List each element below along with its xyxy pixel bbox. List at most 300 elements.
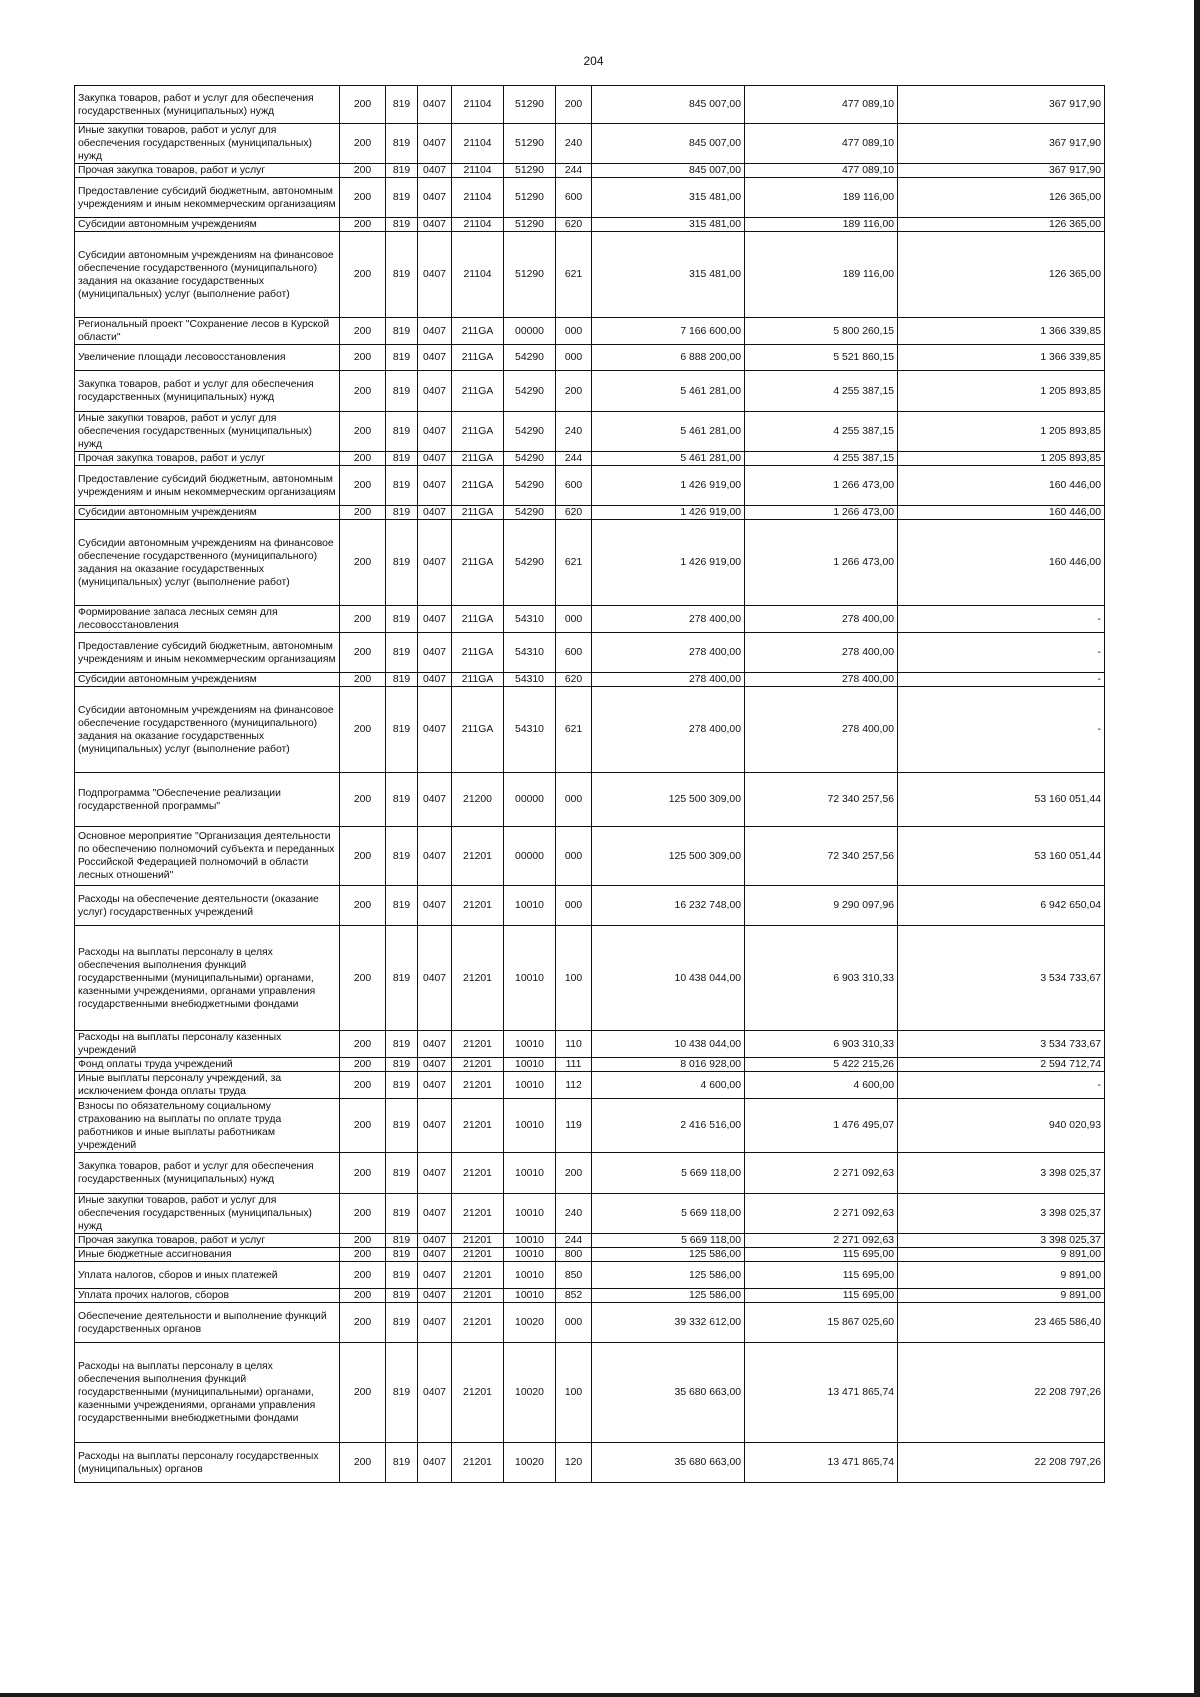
code-subsection: 0407 [418,1072,452,1099]
code-direction: 54310 [504,633,556,673]
amount-remaining: 367 917,90 [898,164,1105,178]
page-number: 204 [583,54,604,68]
code-direction: 54290 [504,412,556,452]
table-row [75,1343,1105,1443]
code-direction: 10010 [504,1031,556,1058]
table-row [75,412,1105,452]
code-program: 211GA [452,452,504,466]
scan-edge-bottom [0,1693,1200,1697]
amount-remaining: 367 917,90 [898,124,1105,164]
row-name: Подпрограмма "Обеспечение реализации государственной программы" [75,773,340,827]
code-direction: 54310 [504,673,556,687]
code-direction: 54290 [504,466,556,506]
code-section: 200 [340,1072,386,1099]
code-direction: 10020 [504,1343,556,1443]
amount-remaining: 160 446,00 [898,506,1105,520]
code-section: 200 [340,412,386,452]
amount-remaining: 53 160 051,44 [898,827,1105,886]
code-section: 200 [340,466,386,506]
amount-executed: 1 476 495,07 [745,1099,898,1153]
code-expense-type: 600 [556,466,592,506]
amount-executed: 477 089,10 [745,164,898,178]
table-row [75,773,1105,827]
code-section: 200 [340,124,386,164]
code-expense-type: 000 [556,1303,592,1343]
amount-plan: 125 586,00 [592,1289,745,1303]
amount-plan: 1 426 919,00 [592,520,745,606]
amount-plan: 278 400,00 [592,606,745,633]
code-subsection: 0407 [418,345,452,371]
code-program: 21201 [452,1289,504,1303]
amount-remaining: 1 366 339,85 [898,345,1105,371]
code-section: 200 [340,164,386,178]
code-section: 200 [340,687,386,773]
amount-executed: 278 400,00 [745,633,898,673]
code-section: 200 [340,345,386,371]
table-row [75,1194,1105,1234]
code-ministry: 819 [386,827,418,886]
amount-executed: 2 271 092,63 [745,1234,898,1248]
table-row [75,673,1105,687]
amount-plan: 278 400,00 [592,687,745,773]
row-name: Субсидии автономным учреждениям на финансовое обеспечение государственного (муниципального) задания на оказание государственных (муниципальных) услуг (выполнение работ) [75,687,340,773]
code-section: 200 [340,673,386,687]
code-expense-type: 621 [556,687,592,773]
code-subsection: 0407 [418,1194,452,1234]
code-ministry: 819 [386,633,418,673]
code-section: 200 [340,606,386,633]
code-ministry: 819 [386,124,418,164]
code-ministry: 819 [386,606,418,633]
amount-plan: 10 438 044,00 [592,1031,745,1058]
row-name: Фонд оплаты труда учреждений [75,1058,340,1072]
code-subsection: 0407 [418,371,452,412]
row-name: Закупка товаров, работ и услуг для обеспечения государственных (муниципальных) нужд [75,86,340,124]
code-direction: 10020 [504,1303,556,1343]
row-name: Предоставление субсидий бюджетным, автономным учреждениям и иным некоммерческим организациям [75,633,340,673]
amount-remaining: 9 891,00 [898,1248,1105,1262]
amount-remaining: 3 534 733,67 [898,926,1105,1031]
table-row [75,218,1105,232]
code-program: 21201 [452,1248,504,1262]
code-program: 21104 [452,124,504,164]
code-expense-type: 244 [556,452,592,466]
code-program: 21201 [452,827,504,886]
amount-remaining: 1 205 893,85 [898,371,1105,412]
table-row [75,1289,1105,1303]
code-subsection: 0407 [418,606,452,633]
code-subsection: 0407 [418,412,452,452]
table-row [75,1031,1105,1058]
amount-executed: 15 867 025,60 [745,1303,898,1343]
amount-plan: 5 669 118,00 [592,1153,745,1194]
amount-executed: 189 116,00 [745,232,898,318]
code-section: 200 [340,86,386,124]
code-ministry: 819 [386,1443,418,1483]
amount-remaining: 940 020,93 [898,1099,1105,1153]
code-program: 21104 [452,164,504,178]
row-name: Прочая закупка товаров, работ и услуг [75,452,340,466]
code-expense-type: 200 [556,371,592,412]
row-name: Уплата прочих налогов, сборов [75,1289,340,1303]
code-ministry: 819 [386,1031,418,1058]
amount-plan: 6 888 200,00 [592,345,745,371]
code-direction: 00000 [504,773,556,827]
code-section: 200 [340,371,386,412]
amount-plan: 125 586,00 [592,1248,745,1262]
code-ministry: 819 [386,164,418,178]
code-expense-type: 111 [556,1058,592,1072]
amount-executed: 278 400,00 [745,606,898,633]
table-row [75,466,1105,506]
amount-remaining: 22 208 797,26 [898,1343,1105,1443]
table-row [75,371,1105,412]
row-name: Региональный проект "Сохранение лесов в Курской области" [75,318,340,345]
table-row [75,178,1105,218]
code-section: 200 [340,1099,386,1153]
amount-remaining: 126 365,00 [898,232,1105,318]
amount-remaining: 9 891,00 [898,1289,1105,1303]
table-row [75,687,1105,773]
code-expense-type: 852 [556,1289,592,1303]
amount-executed: 278 400,00 [745,673,898,687]
table-row [75,1153,1105,1194]
code-section: 200 [340,926,386,1031]
table-row [75,1303,1105,1343]
row-name: Взносы по обязательному социальному страхованию на выплаты по оплате труда работников и иные выплаты работникам учреждений [75,1099,340,1153]
code-program: 21104 [452,86,504,124]
amount-plan: 315 481,00 [592,178,745,218]
code-expense-type: 240 [556,412,592,452]
amount-remaining: - [898,687,1105,773]
row-name: Иные закупки товаров, работ и услуг для обеспечения государственных (муниципальных) нужд [75,124,340,164]
code-subsection: 0407 [418,178,452,218]
amount-plan: 8 016 928,00 [592,1058,745,1072]
table-row [75,452,1105,466]
amount-executed: 9 290 097,96 [745,886,898,926]
amount-plan: 39 332 612,00 [592,1303,745,1343]
scan-edge-right [1194,0,1200,1697]
code-direction: 54290 [504,452,556,466]
code-section: 200 [340,452,386,466]
amount-executed: 4 255 387,15 [745,452,898,466]
code-ministry: 819 [386,318,418,345]
code-section: 200 [340,1343,386,1443]
code-program: 211GA [452,412,504,452]
amount-executed: 4 600,00 [745,1072,898,1099]
code-ministry: 819 [386,1262,418,1289]
code-expense-type: 240 [556,1194,592,1234]
code-direction: 51290 [504,164,556,178]
code-program: 21201 [452,1058,504,1072]
amount-executed: 115 695,00 [745,1262,898,1289]
code-subsection: 0407 [418,1234,452,1248]
code-direction: 51290 [504,178,556,218]
amount-remaining: 3 398 025,37 [898,1234,1105,1248]
code-section: 200 [340,232,386,318]
code-section: 200 [340,506,386,520]
code-expense-type: 100 [556,926,592,1031]
code-expense-type: 620 [556,673,592,687]
amount-remaining: 126 365,00 [898,178,1105,218]
code-ministry: 819 [386,218,418,232]
code-subsection: 0407 [418,318,452,345]
code-expense-type: 000 [556,606,592,633]
code-program: 21201 [452,1303,504,1343]
amount-executed: 5 422 215,26 [745,1058,898,1072]
code-ministry: 819 [386,371,418,412]
code-section: 200 [340,773,386,827]
table-body [75,86,1105,1483]
amount-remaining: 160 446,00 [898,466,1105,506]
code-ministry: 819 [386,506,418,520]
code-section: 200 [340,1289,386,1303]
row-name: Субсидии автономным учреждениям [75,673,340,687]
code-subsection: 0407 [418,827,452,886]
table-row [75,124,1105,164]
code-ministry: 819 [386,1194,418,1234]
code-ministry: 819 [386,520,418,606]
code-direction: 10010 [504,1289,556,1303]
code-program: 21104 [452,218,504,232]
code-subsection: 0407 [418,1343,452,1443]
code-expense-type: 244 [556,1234,592,1248]
budget-table [74,85,1105,1483]
code-expense-type: 112 [556,1072,592,1099]
amount-executed: 1 266 473,00 [745,466,898,506]
code-program: 211GA [452,345,504,371]
code-program: 211GA [452,371,504,412]
code-direction: 54290 [504,345,556,371]
row-name: Предоставление субсидий бюджетным, автономным учреждениям и иным некоммерческим организациям [75,466,340,506]
amount-executed: 2 271 092,63 [745,1153,898,1194]
amount-executed: 13 471 865,74 [745,1443,898,1483]
code-ministry: 819 [386,86,418,124]
amount-remaining: 2 594 712,74 [898,1058,1105,1072]
code-ministry: 819 [386,1072,418,1099]
table-row [75,1248,1105,1262]
code-program: 211GA [452,606,504,633]
code-program: 211GA [452,687,504,773]
table-row [75,1443,1105,1483]
code-subsection: 0407 [418,926,452,1031]
amount-remaining: 6 942 650,04 [898,886,1105,926]
amount-plan: 5 461 281,00 [592,452,745,466]
code-ministry: 819 [386,345,418,371]
code-direction: 51290 [504,232,556,318]
code-subsection: 0407 [418,1303,452,1343]
code-expense-type: 000 [556,827,592,886]
amount-plan: 4 600,00 [592,1072,745,1099]
code-expense-type: 620 [556,218,592,232]
code-section: 200 [340,1031,386,1058]
code-ministry: 819 [386,1343,418,1443]
table-row [75,232,1105,318]
amount-remaining: - [898,633,1105,673]
code-expense-type: 621 [556,232,592,318]
code-direction: 54290 [504,371,556,412]
code-program: 21201 [452,1099,504,1153]
code-expense-type: 000 [556,318,592,345]
code-direction: 10010 [504,1072,556,1099]
amount-remaining: - [898,606,1105,633]
code-expense-type: 244 [556,164,592,178]
row-name: Субсидии автономным учреждениям [75,218,340,232]
amount-plan: 2 416 516,00 [592,1099,745,1153]
code-expense-type: 000 [556,886,592,926]
row-name: Субсидии автономным учреждениям [75,506,340,520]
code-program: 211GA [452,633,504,673]
code-ministry: 819 [386,412,418,452]
code-expense-type: 240 [556,124,592,164]
code-program: 21201 [452,1194,504,1234]
code-program: 21201 [452,1443,504,1483]
row-name: Субсидии автономным учреждениям на финансовое обеспечение государственного (муниципального) задания на оказание государственных (муниципальных) услуг (выполнение работ) [75,520,340,606]
table-row [75,606,1105,633]
code-program: 21104 [452,178,504,218]
code-program: 21201 [452,926,504,1031]
code-section: 200 [340,827,386,886]
code-direction: 54310 [504,687,556,773]
code-subsection: 0407 [418,218,452,232]
table-row [75,345,1105,371]
code-section: 200 [340,1262,386,1289]
code-ministry: 819 [386,178,418,218]
code-ministry: 819 [386,687,418,773]
code-direction: 10010 [504,1153,556,1194]
table-row [75,827,1105,886]
row-name: Расходы на выплаты персоналу государственных (муниципальных) органов [75,1443,340,1483]
row-name: Иные выплаты персоналу учреждений, за исключением фонда оплаты труда [75,1072,340,1099]
amount-plan: 315 481,00 [592,218,745,232]
amount-remaining: 3 398 025,37 [898,1153,1105,1194]
code-program: 211GA [452,318,504,345]
code-program: 21201 [452,1343,504,1443]
code-subsection: 0407 [418,1443,452,1483]
amount-executed: 13 471 865,74 [745,1343,898,1443]
code-program: 211GA [452,466,504,506]
code-ministry: 819 [386,1099,418,1153]
table-row [75,1058,1105,1072]
amount-executed: 1 266 473,00 [745,520,898,606]
code-expense-type: 800 [556,1248,592,1262]
amount-executed: 5 521 860,15 [745,345,898,371]
amount-plan: 845 007,00 [592,86,745,124]
code-direction: 10010 [504,1234,556,1248]
amount-plan: 125 500 309,00 [592,827,745,886]
code-expense-type: 000 [556,345,592,371]
amount-plan: 16 232 748,00 [592,886,745,926]
code-expense-type: 120 [556,1443,592,1483]
code-section: 200 [340,1303,386,1343]
code-section: 200 [340,178,386,218]
code-subsection: 0407 [418,232,452,318]
table-row [75,1262,1105,1289]
row-name: Обеспечение деятельности и выполнение функций государственных органов [75,1303,340,1343]
table-row [75,633,1105,673]
amount-remaining: 126 365,00 [898,218,1105,232]
amount-executed: 477 089,10 [745,86,898,124]
code-section: 200 [340,1443,386,1483]
row-name: Расходы на выплаты персоналу казенных учреждений [75,1031,340,1058]
code-subsection: 0407 [418,520,452,606]
code-ministry: 819 [386,1289,418,1303]
row-name: Закупка товаров, работ и услуг для обеспечения государственных (муниципальных) нужд [75,1153,340,1194]
table-row [75,1072,1105,1099]
code-subsection: 0407 [418,1248,452,1262]
amount-plan: 5 669 118,00 [592,1194,745,1234]
amount-remaining: 3 534 733,67 [898,1031,1105,1058]
amount-remaining: 22 208 797,26 [898,1443,1105,1483]
code-direction: 10010 [504,886,556,926]
code-subsection: 0407 [418,124,452,164]
code-subsection: 0407 [418,1058,452,1072]
code-direction: 00000 [504,827,556,886]
amount-remaining: 1 205 893,85 [898,412,1105,452]
code-program: 21201 [452,1072,504,1099]
code-subsection: 0407 [418,673,452,687]
amount-plan: 125 500 309,00 [592,773,745,827]
code-direction: 10010 [504,1194,556,1234]
row-name: Прочая закупка товаров, работ и услуг [75,1234,340,1248]
amount-executed: 115 695,00 [745,1248,898,1262]
code-expense-type: 110 [556,1031,592,1058]
code-direction: 54310 [504,606,556,633]
amount-plan: 278 400,00 [592,633,745,673]
code-direction: 10020 [504,1443,556,1483]
table-row [75,520,1105,606]
amount-plan: 1 426 919,00 [592,506,745,520]
code-expense-type: 850 [556,1262,592,1289]
code-ministry: 819 [386,1303,418,1343]
code-program: 21201 [452,1262,504,1289]
amount-executed: 72 340 257,56 [745,773,898,827]
code-ministry: 819 [386,466,418,506]
amount-remaining: 9 891,00 [898,1262,1105,1289]
amount-remaining: - [898,673,1105,687]
code-program: 211GA [452,673,504,687]
code-subsection: 0407 [418,687,452,773]
code-subsection: 0407 [418,1153,452,1194]
row-name: Расходы на выплаты персоналу в целях обеспечения выполнения функций государственными (муниципальными) органами, казенными учреждениями, органами управления государственными внебюджетными фондами [75,926,340,1031]
code-program: 21201 [452,1234,504,1248]
row-name: Прочая закупка товаров, работ и услуг [75,164,340,178]
code-section: 200 [340,1248,386,1262]
code-section: 200 [340,633,386,673]
row-name: Формирование запаса лесных семян для лесовосстановления [75,606,340,633]
amount-remaining: 1 366 339,85 [898,318,1105,345]
row-name: Иные закупки товаров, работ и услуг для обеспечения государственных (муниципальных) нужд [75,1194,340,1234]
amount-remaining: 53 160 051,44 [898,773,1105,827]
code-subsection: 0407 [418,1289,452,1303]
amount-plan: 5 461 281,00 [592,371,745,412]
amount-executed: 1 266 473,00 [745,506,898,520]
row-name: Субсидии автономным учреждениям на финансовое обеспечение государственного (муниципального) задания на оказание государственных (муниципальных) услуг (выполнение работ) [75,232,340,318]
amount-executed: 189 116,00 [745,218,898,232]
code-direction: 51290 [504,218,556,232]
code-section: 200 [340,886,386,926]
code-direction: 10010 [504,1248,556,1262]
amount-plan: 125 586,00 [592,1262,745,1289]
row-name: Иные закупки товаров, работ и услуг для обеспечения государственных (муниципальных) нужд [75,412,340,452]
amount-remaining: 367 917,90 [898,86,1105,124]
code-direction: 51290 [504,124,556,164]
amount-plan: 35 680 663,00 [592,1443,745,1483]
row-name: Иные бюджетные ассигнования [75,1248,340,1262]
table-row [75,886,1105,926]
code-ministry: 819 [386,886,418,926]
amount-remaining: - [898,1072,1105,1099]
